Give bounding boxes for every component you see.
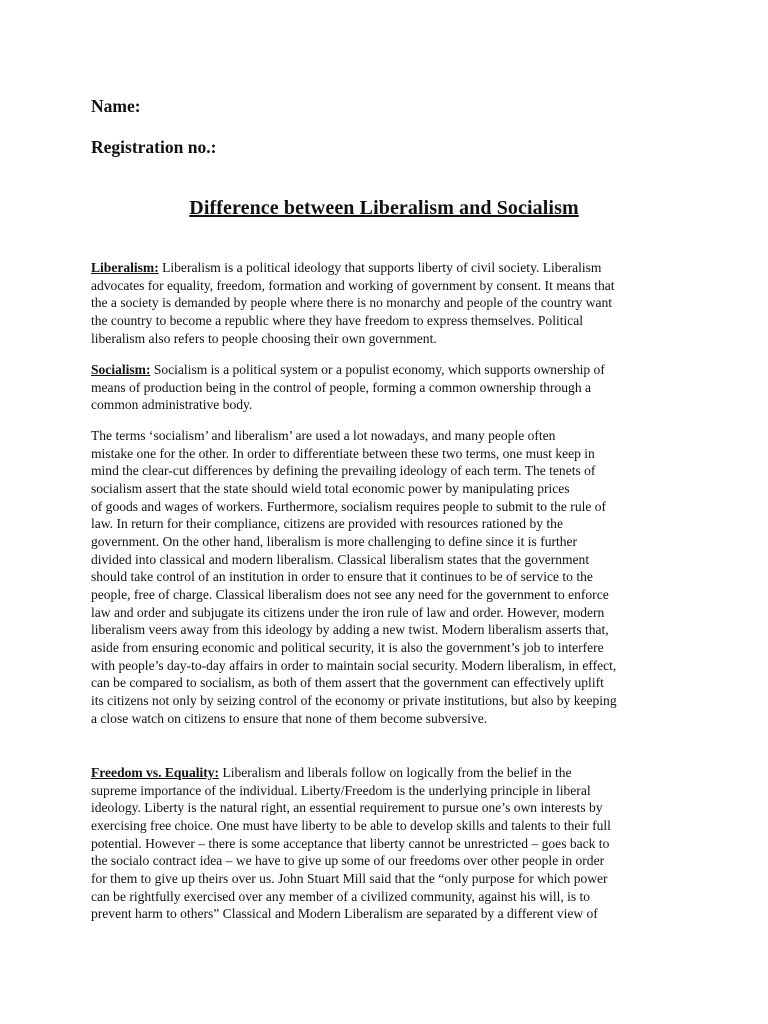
paragraph-line-text: Liberalism and liberals follow on logically from the belief in the <box>219 765 572 780</box>
registration-field-label: Registration no.: <box>91 137 217 157</box>
paragraph-line: its citizens not only by seizing control of the economy or private institutions, but also by keeping <box>91 692 617 708</box>
paragraph-line: potential. However – there is some acceptance that liberty cannot be unrestricted – goes back to <box>91 835 610 851</box>
paragraph-line: government. On the other hand, liberalism is more challenging to define since it is further <box>91 533 578 549</box>
paragraph-line: law. In return for their compliance, citizens are provided with resources rationed by the <box>91 516 563 532</box>
socialism-paragraph <box>91 361 681 414</box>
paragraph-line: a close watch on citizens to ensure that none of them become subversive. <box>91 710 488 726</box>
paragraph-line: people, free of charge. Classical liberalism does not see any need for the government to enforce <box>91 586 609 602</box>
paragraph-line: The terms ‘socialism’ and liberalism’ are used a lot nowadays, and many people often <box>91 428 556 443</box>
paragraph-line: with people’s day-to-day affairs in order to maintain social security. Modern liberalism, in effect, <box>91 657 617 673</box>
paragraph-line <box>91 764 681 782</box>
paragraph-line: can be compared to socialism, as both of them assert that the government can effectively uplift <box>91 675 604 691</box>
liberalism-paragraph <box>91 259 681 347</box>
paragraph-line: exercising free choice. One must have liberty to be able to develop skills and talents to their full <box>91 817 611 833</box>
freedom-equality-heading: Freedom vs. Equality: <box>91 765 220 780</box>
paragraph-line: should take control of an institution in order to ensure that it continues to be of service to the <box>91 569 593 585</box>
paragraph-line: prevent harm to others” Classical and Modern Liberalism are separated by a different view of <box>91 906 598 922</box>
document-title: Difference between Liberalism and Socialism <box>189 197 579 219</box>
comparison-paragraph <box>91 427 681 727</box>
paragraph-line: law and order and subjugate its citizens under the iron rule of law and order. However, modern <box>91 604 605 620</box>
paragraph-line: means of production being in the control of people, forming a common ownership through a <box>91 379 591 395</box>
paragraph-line: for them to give up theirs over us. John Stuart Mill said that the “only purpose for which power <box>91 870 608 886</box>
paragraph-line: liberalism veers away from this ideology by adding a new twist. Modern liberalism asserts that, <box>91 622 609 638</box>
paragraph-line: of goods and wages of workers. Furthermore, socialism requires people to submit to the rule of <box>91 498 607 514</box>
paragraph-line <box>91 259 681 277</box>
paragraph-line: ideology. Liberty is the natural right, an essential requirement to pursue one’s own interests by <box>91 800 603 816</box>
paragraph-line: advocates for equality, freedom, formation and working of government by consent. It means that <box>91 277 615 293</box>
paragraph-line: mistake one for the other. In order to differentiate between these two terms, one must keep in <box>91 445 595 461</box>
paragraph-line: supreme importance of the individual. Liberty/Freedom is the underlying principle in liberal <box>91 782 591 798</box>
paragraph-line: the socialo contract idea – we have to give up some of our freedoms over other people in order <box>91 853 605 869</box>
paragraph-line: mind the clear-cut differences by defining the prevailing ideology of each term. The tenets of <box>91 463 596 479</box>
socialism-heading: Socialism: <box>91 362 151 377</box>
paragraph-line-text: Socialism is a political system or a populist economy, which supports ownership of <box>150 362 605 377</box>
paragraph-line: the a society is demanded by people where there is no monarchy and people of the country want <box>91 295 613 311</box>
paragraph-line: socialism assert that the state should wield total economic power by manipulating prices <box>91 480 570 496</box>
name-field-label: Name: <box>91 96 141 116</box>
paragraph-line <box>91 361 681 379</box>
paragraph-line-text: Liberalism is a political ideology that supports liberty of civil society. Liberalism <box>158 260 602 275</box>
freedom-equality-paragraph <box>91 764 681 923</box>
paragraph-line: the country to become a republic where they have freedom to express themselves. Political <box>91 312 584 328</box>
paragraph-line: divided into classical and modern liberalism. Classical liberalism states that the government <box>91 551 590 567</box>
paragraph-line: can be rightfully exercised over any member of a civilized community, against his will, is to <box>91 888 591 904</box>
paragraph-line: aside from ensuring economic and political security, it is also the government’s job to interfere <box>91 639 604 655</box>
paragraph-line: common administrative body. <box>91 397 253 413</box>
liberalism-heading: Liberalism: <box>91 260 159 275</box>
paragraph-line: liberalism also refers to people choosing their own government. <box>91 330 437 346</box>
